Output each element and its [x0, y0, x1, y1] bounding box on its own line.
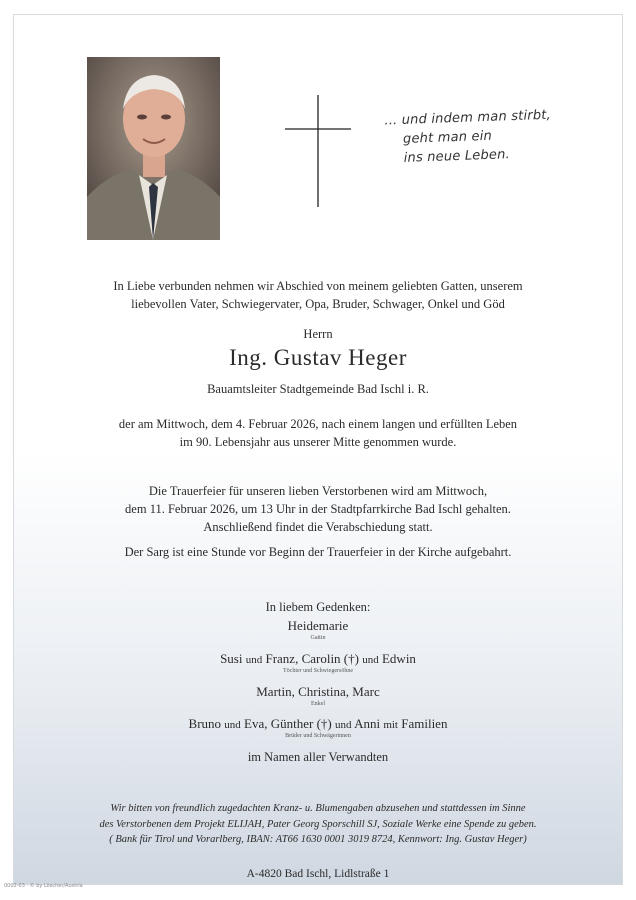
child-name: Edwin — [381, 651, 416, 666]
intro-text — [40, 277, 596, 313]
child-name: Franz, Carolin (†) — [265, 651, 359, 666]
family-widow — [40, 618, 596, 642]
donation-line: Wir bitten von freundlich zugedachten Kranz- u. Blumengaben abzusehen und stattdessen im Sinne — [110, 803, 526, 814]
family-siblings — [40, 716, 596, 740]
imprint: 0002-03 · © by Löscher/Austria — [4, 883, 83, 889]
sibling-name: Familien — [401, 716, 448, 731]
coffin-notice: Der Sarg ist eine Stunde vor Beginn der Trauerfeier in der Kirche aufgebahrt. — [124, 545, 512, 559]
family-children — [40, 651, 596, 675]
donation-line: des Verstorbenen dem Projekt ELIJAH, Pater Georg Sporschill SJ, Soziale Werke eine Spende zu geben. — [99, 818, 537, 830]
address: A-4820 Bad Ischl, Lidlstraße 1 — [246, 868, 390, 880]
widow-role: Gattin — [310, 635, 326, 641]
conjunction: und — [362, 654, 379, 666]
donation-request — [40, 801, 596, 848]
sibling-name: Bruno — [188, 716, 222, 731]
relatives-line: im Namen aller Verwandten — [247, 750, 389, 764]
ceremony-notice — [40, 482, 596, 536]
donation-line: ( Bank für Tirol und Vorarlberg, IBAN: AT66 1630 0001 3019 8724, Kennwort: Ing. Gustav Heger) — [109, 834, 527, 845]
quote-line: geht man ein — [402, 128, 493, 147]
children-names — [40, 651, 596, 667]
ceremony-line: dem 11. Februar 2026, um 13 Uhr in der Stadtpfarrkirche Bad Ischl gehalten. — [125, 502, 511, 516]
deceased-position: Bauamtsleiter Stadtgemeinde Bad Ischl i. R. — [207, 382, 429, 396]
grandchildren-names: Martin, Christina, Marc — [256, 684, 380, 699]
memory-heading: In liebem Gedenken: — [265, 600, 371, 614]
handwritten-quote — [384, 105, 586, 169]
family-grandchildren — [40, 684, 596, 708]
widow-name: Heidemarie — [287, 618, 349, 633]
siblings-role: Brüder und Schwägerinnen — [285, 733, 351, 739]
child-name: Susi — [220, 651, 243, 666]
conjunction: und — [224, 719, 241, 731]
death-line: im 90. Lebensjahr aus unserer Mitte genommen wurde. — [179, 435, 457, 449]
death-notice — [40, 415, 596, 451]
sibling-name: Eva, Günther (†) — [244, 716, 332, 731]
death-line: der am Mittwoch, dem 4. Februar 2026, nach einem langen und erfüllten Leben — [118, 417, 518, 431]
siblings-names — [40, 716, 596, 732]
quote-line: ... und indem man stirbt, — [384, 107, 552, 129]
quote-line: ins neue Leben. — [403, 147, 511, 166]
intro-line: In Liebe verbunden nehmen wir Abschied von meinem geliebten Gatten, unserem — [113, 279, 523, 293]
intro-line: liebevollen Vater, Schwiegervater, Opa, Bruder, Schwager, Onkel und Göd — [131, 297, 505, 311]
conjunction: mit — [383, 719, 398, 731]
cross-icon — [285, 95, 351, 207]
deceased-name: Ing. Gustav Heger — [229, 345, 407, 370]
conjunction: und — [335, 719, 352, 731]
portrait-photo — [87, 57, 220, 240]
conjunction: und — [245, 654, 263, 666]
grandchildren-role: Enkel — [311, 701, 325, 707]
sibling-name: Anni — [354, 716, 381, 731]
ceremony-line: Anschließend findet die Verabschiedung statt. — [203, 520, 433, 534]
salutation: Herrn — [303, 327, 333, 341]
ceremony-line: Die Trauerfeier für unseren lieben Verstorbenen wird am Mittwoch, — [148, 484, 488, 498]
children-role: Töchter und Schwiegersöhne — [283, 668, 353, 674]
